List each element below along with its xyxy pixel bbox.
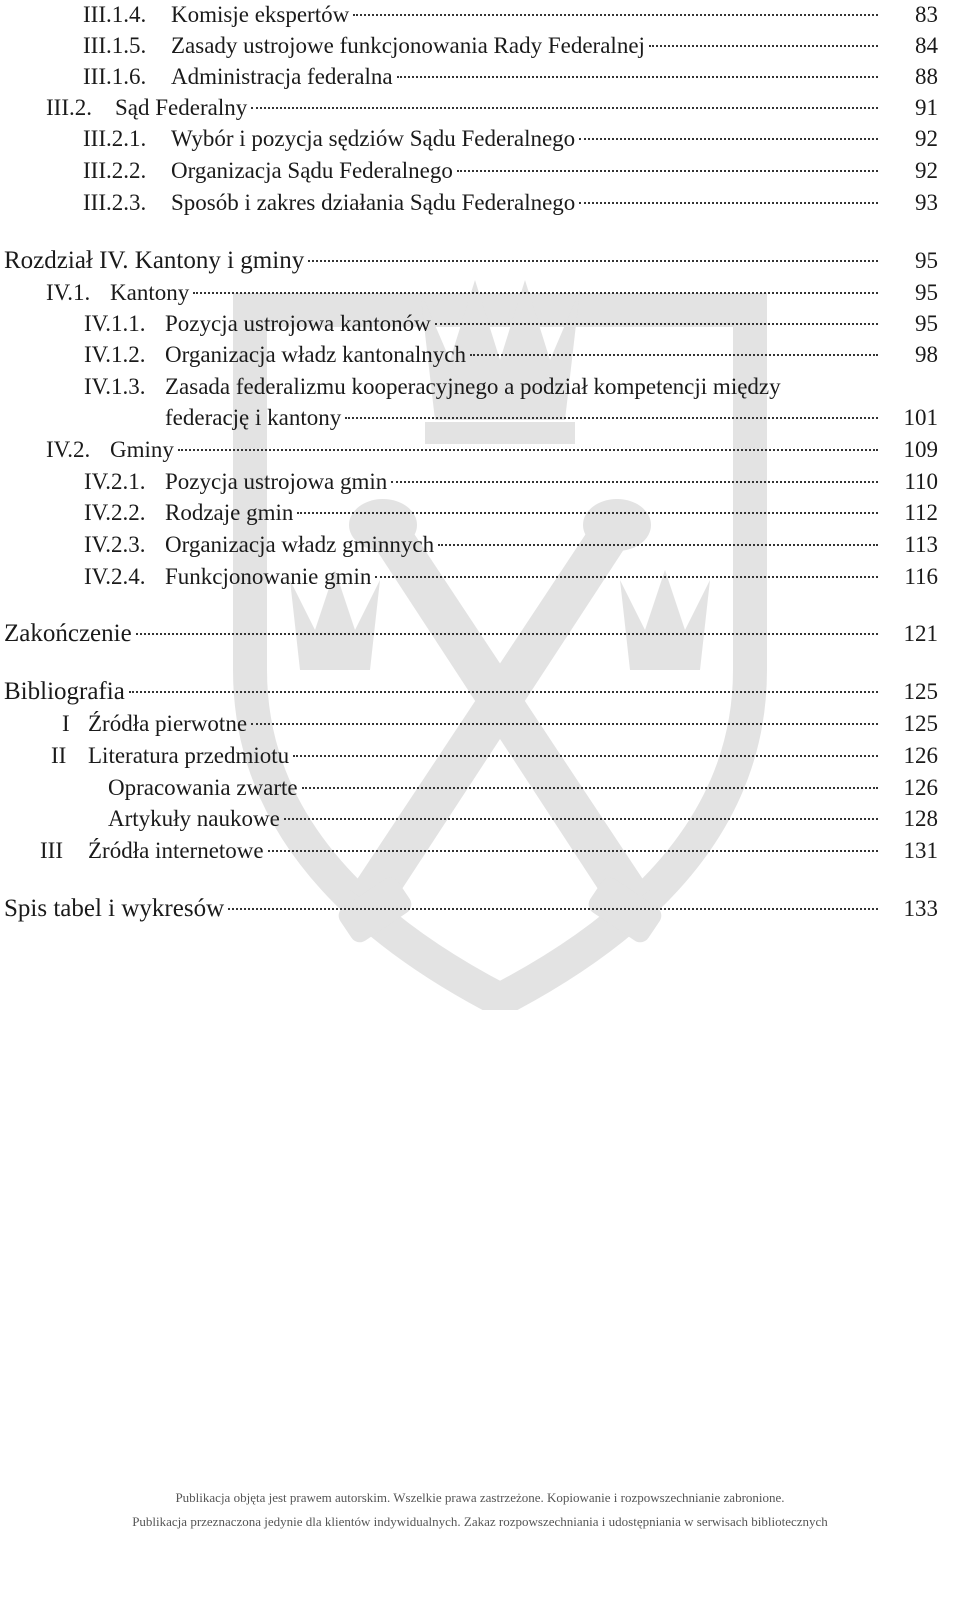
toc-page: 95	[915, 280, 938, 305]
copyright-notice: Publikacja objęta jest prawem autorskim. Wszelkie prawa zastrzeżone. Kopiowanie i rozpowszechnianie zabronione.	[175, 1490, 785, 1505]
toc-number: III	[40, 838, 63, 863]
toc-chapter-row	[0, 618, 960, 650]
toc-title: Organizacja władz kantonalnych	[165, 342, 466, 367]
toc-row	[0, 61, 960, 93]
toc-page: 121	[903, 621, 938, 646]
dot-leader	[470, 354, 878, 356]
toc-page: 128	[903, 806, 938, 831]
toc-number: III.2.3.	[83, 190, 147, 215]
toc-title: Artykuły naukowe	[108, 806, 280, 831]
dot-leader	[375, 576, 878, 578]
toc-page: 116	[904, 564, 938, 589]
dot-leader	[457, 170, 878, 172]
toc-page: 125	[903, 711, 938, 736]
toc-page: 88	[915, 64, 938, 89]
toc-page: 92	[915, 126, 938, 151]
toc-page: 133	[903, 896, 938, 921]
dot-leader	[178, 449, 878, 451]
toc-chapter-row	[0, 245, 960, 277]
toc-page: 126	[903, 775, 938, 800]
dot-leader	[129, 691, 878, 693]
toc-number: III.1.4.	[83, 2, 147, 27]
dot-leader	[293, 755, 878, 757]
toc-title: Sposób i zakres działania Sądu Federalnego	[171, 190, 576, 215]
toc-row-continuation	[0, 402, 960, 434]
toc-row	[0, 561, 960, 593]
toc-page: 113	[904, 532, 938, 557]
toc-row	[0, 155, 960, 187]
toc-page: 110	[904, 469, 938, 494]
dot-leader	[297, 512, 878, 514]
toc-number: IV.1.2.	[84, 342, 146, 367]
toc-row	[0, 123, 960, 155]
dot-leader	[391, 481, 878, 483]
toc-title-line1: Zasada federalizmu kooperacyjnego a podział kompetencji między	[165, 374, 781, 399]
toc-page: 92	[915, 158, 938, 183]
toc-title: Zasady ustrojowe funkcjonowania Rady Federalnej	[171, 33, 645, 58]
toc-title: Pozycja ustrojowa kantonów	[165, 311, 431, 336]
dot-leader	[353, 14, 878, 16]
toc-title: Źródła pierwotne	[88, 711, 248, 736]
toc-title: Organizacja władz gminnych	[165, 532, 435, 557]
toc-number: IV.1.	[46, 280, 91, 305]
toc-title: Sąd Federalny	[115, 95, 248, 120]
toc-title: Administracja federalna	[171, 64, 393, 89]
dot-leader	[284, 818, 878, 820]
toc-row	[0, 835, 960, 867]
toc-number: IV.1.3.	[84, 374, 146, 399]
toc-number: III.1.5.	[83, 33, 147, 58]
toc-number: IV.2.3.	[84, 532, 146, 557]
toc-page: 91	[915, 95, 938, 120]
toc-number: IV.2.4.	[84, 564, 146, 589]
toc-title: Bibliografia	[4, 678, 125, 705]
toc-chapter-row	[0, 893, 960, 925]
dot-leader	[397, 76, 878, 78]
dot-leader	[345, 417, 878, 419]
toc-number: II	[51, 743, 67, 768]
toc-number: IV.2.	[46, 437, 91, 462]
toc-number: III.2.1.	[83, 126, 147, 151]
toc-row	[0, 308, 960, 340]
dot-leader	[302, 787, 878, 789]
toc-number: IV.1.1.	[84, 311, 146, 336]
toc-row	[0, 277, 960, 309]
dot-leader	[136, 633, 878, 635]
toc-title: Kantony	[110, 280, 190, 305]
toc-page: 109	[903, 437, 938, 462]
toc-title: Rodzaje gmin	[165, 500, 294, 525]
toc-page: 84	[915, 33, 938, 58]
toc-row	[0, 0, 960, 31]
dot-leader	[649, 45, 878, 47]
toc-page: 95	[915, 311, 938, 336]
toc-page: 95	[915, 248, 938, 273]
toc-title: Literatura przedmiotu	[88, 743, 290, 768]
toc-title-line2: federację i kantony	[165, 405, 342, 430]
toc-number: IV.2.1.	[84, 469, 146, 494]
dot-leader	[579, 138, 878, 140]
toc-page: 101	[903, 405, 938, 430]
toc-title: Wybór i pozycja sędziów Sądu Federalnego	[171, 126, 576, 151]
toc-row	[0, 187, 960, 219]
toc-number: III.2.	[46, 95, 92, 120]
toc-row	[0, 339, 960, 371]
toc-row	[0, 529, 960, 561]
toc-row	[0, 92, 960, 124]
toc-number: III.1.6.	[83, 64, 147, 89]
dot-leader	[435, 323, 878, 325]
toc-page: 83	[915, 2, 938, 27]
toc-row	[0, 497, 960, 529]
toc-title: Komisje ekspertów	[171, 2, 350, 27]
toc-title: Funkcjonowanie gmin	[165, 564, 372, 589]
dot-leader	[268, 850, 878, 852]
dot-leader	[251, 107, 878, 109]
toc-page: 131	[903, 838, 938, 863]
toc-chapter-row	[0, 676, 960, 708]
distribution-notice: Publikacja przeznaczona jedynie dla klientów indywidualnych. Zakaz rozpowszechniania i udostępniania w serwisach bibliotecznych	[132, 1514, 828, 1529]
toc-title: Organizacja Sądu Federalnego	[171, 158, 453, 183]
toc-page: 126	[903, 743, 938, 768]
toc-page: 93	[915, 190, 938, 215]
dot-leader	[438, 544, 878, 546]
toc-page: 98	[915, 342, 938, 367]
toc-page: 112	[904, 500, 938, 525]
toc-row	[0, 740, 960, 772]
toc-title: Spis tabel i wykresów	[4, 895, 225, 922]
dot-leader	[228, 908, 878, 910]
toc-title: Zakończenie	[4, 620, 132, 647]
toc-title: Opracowania zwarte	[108, 775, 298, 800]
toc-number: I	[62, 711, 70, 736]
toc-title: Gminy	[110, 437, 174, 462]
toc-row	[0, 803, 960, 835]
dot-leader	[251, 723, 878, 725]
toc-row	[0, 434, 960, 466]
toc-number: IV.2.2.	[84, 500, 146, 525]
toc-row	[0, 708, 960, 740]
toc-row	[0, 371, 960, 403]
toc-title: Rozdział IV. Kantony i gminy	[4, 247, 305, 274]
dot-leader	[308, 260, 878, 262]
toc-row	[0, 30, 960, 62]
toc-page: 125	[903, 679, 938, 704]
toc-title: Pozycja ustrojowa gmin	[165, 469, 388, 494]
toc-row	[0, 772, 960, 804]
toc-row	[0, 466, 960, 498]
toc-title: Źródła internetowe	[88, 838, 264, 863]
dot-leader	[193, 292, 878, 294]
toc-number: III.2.2.	[83, 158, 147, 183]
dot-leader	[579, 202, 878, 204]
